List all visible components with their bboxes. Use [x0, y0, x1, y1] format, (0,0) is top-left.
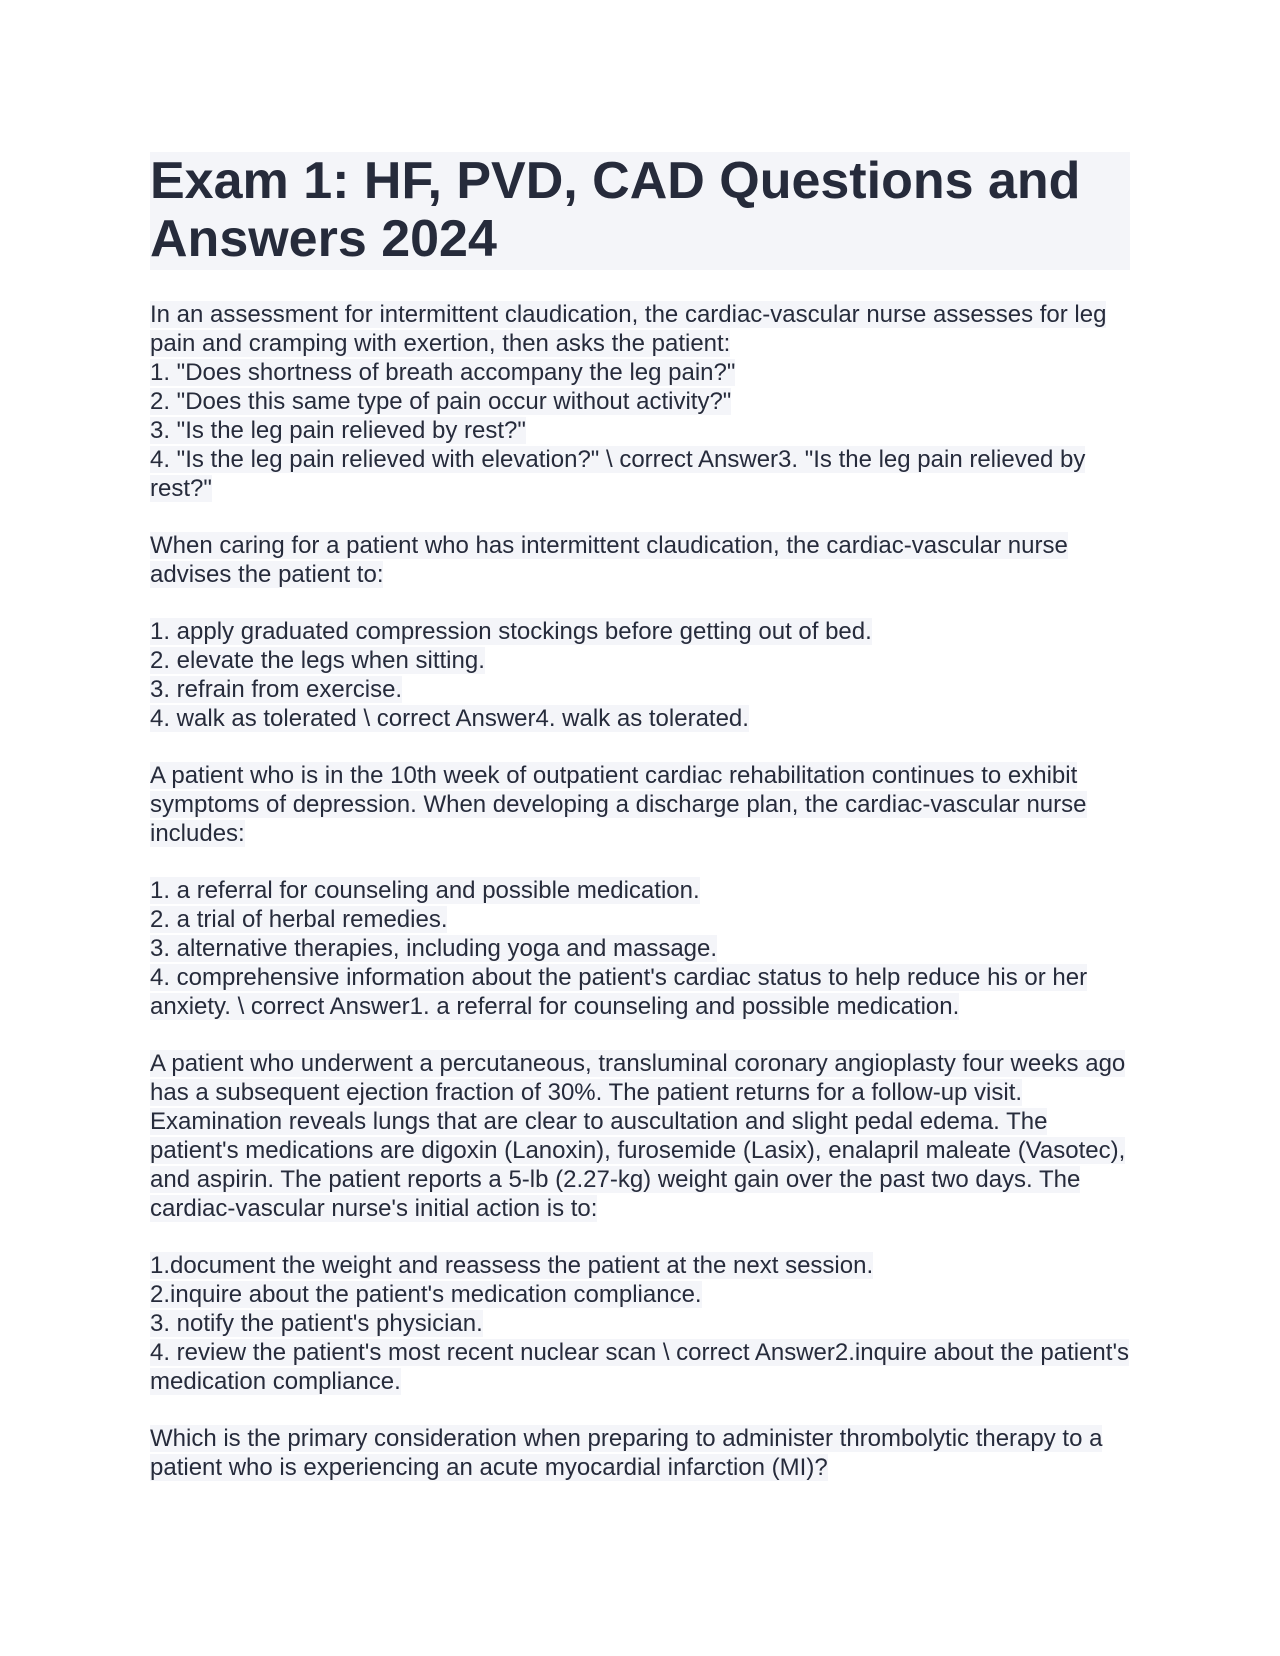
text-line: 3. alternative therapies, including yoga and massage.	[150, 935, 718, 962]
question-2-stem	[150, 531, 1130, 589]
question-5-stem	[150, 1424, 1130, 1482]
text-line: 3. refrain from exercise.	[150, 676, 403, 703]
text-line: 2. elevate the legs when sitting.	[150, 647, 485, 674]
question-2-options	[150, 617, 1130, 733]
title-block	[150, 152, 1130, 270]
text-line: 4. "Is the leg pain relieved with elevation?" \ correct Answer3. "Is the leg pain relieved by rest?"	[150, 446, 1086, 502]
question-4-options	[150, 1251, 1130, 1396]
text-line: 2.inquire about the patient's medication compliance.	[150, 1281, 702, 1308]
text-line: Which is the primary consideration when preparing to administer thrombolytic therapy to a patient who is experiencing an acute myocardial infarction (MI)?	[150, 1425, 1103, 1481]
page-title: Exam 1: HF, PVD, CAD Questions and Answers 2024	[150, 152, 1081, 268]
text-line: 1. a referral for counseling and possible medication.	[150, 877, 700, 904]
document-page	[150, 152, 1130, 1510]
text-line: 2. a trial of herbal remedies.	[150, 906, 448, 933]
text-line: 1. "Does shortness of breath accompany the leg pain?"	[150, 359, 736, 386]
question-4-stem	[150, 1049, 1130, 1223]
text-line: A patient who underwent a percutaneous, transluminal coronary angioplasty four weeks ago has a subsequent ejection fraction of 30%. The patient returns for a follow-up visit. Examination reveals lungs that are clear to auscultation and slight pedal edema. The patient's medications are digoxin (Lanoxin), furosemide (Lasix), enalapril maleate (Vasotec), and aspirin. The patient reports a 5-lb (2.27-kg) weight gain over the past two days. The cardiac-vascular nurse's initial action is to:	[150, 1050, 1126, 1222]
text-line: When caring for a patient who has intermittent claudication, the cardiac-vascular nurse advises the patient to:	[150, 532, 1068, 588]
question-3-options	[150, 876, 1130, 1021]
text-line: In an assessment for intermittent claudication, the cardiac-vascular nurse assesses for leg pain and cramping with exertion, then asks the patient:	[150, 301, 1107, 357]
question-3-stem	[150, 761, 1130, 848]
text-line: 3. "Is the leg pain relieved by rest?"	[150, 417, 526, 444]
text-line: 4. comprehensive information about the patient's cardiac status to help reduce his or her anxiety. \ correct Answer1. a referral for counseling and possible medication.	[150, 964, 1088, 1020]
text-line: A patient who is in the 10th week of outpatient cardiac rehabilitation continues to exhibit symptoms of depression. When developing a discharge plan, the cardiac-vascular nurse includes:	[150, 762, 1087, 847]
text-line: 4. walk as tolerated \ correct Answer4. walk as tolerated.	[150, 705, 749, 732]
text-line: 2. "Does this same type of pain occur without activity?"	[150, 388, 732, 415]
text-line: 1.document the weight and reassess the patient at the next session.	[150, 1252, 874, 1279]
text-line: 4. review the patient's most recent nuclear scan \ correct Answer2.inquire about the patient's medication compliance.	[150, 1339, 1130, 1395]
question-1-stem	[150, 300, 1130, 503]
text-line: 3. notify the patient's physician.	[150, 1310, 483, 1337]
text-line: 1. apply graduated compression stockings before getting out of bed.	[150, 618, 872, 645]
